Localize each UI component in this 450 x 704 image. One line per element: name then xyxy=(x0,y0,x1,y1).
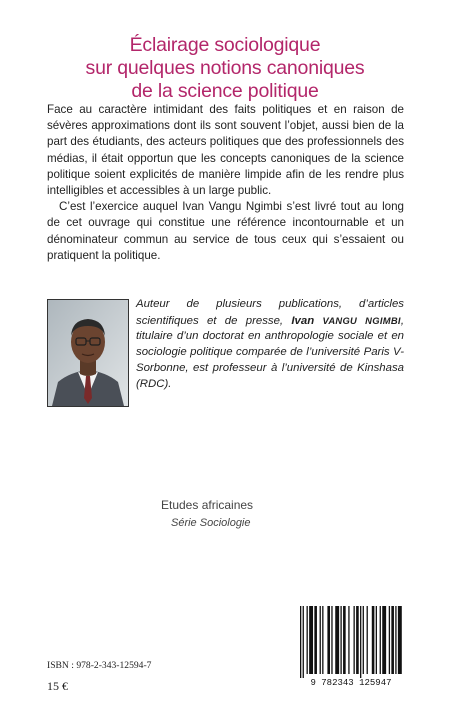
author-bio-details: , titulaire d’un doctorat en anthropologie sociale et en sociologie politique comparée de l’université Paris V-Sorbonne, est professeur à l’université de Kinshasa (RDC). xyxy=(136,314,404,390)
barcode-bar xyxy=(309,606,313,674)
title-line-3: de la science politique xyxy=(131,80,319,102)
title-line-2: sur quelques notions canoniques xyxy=(85,57,365,79)
author-last-name: VANGU NGIMBI xyxy=(322,314,401,326)
barcode-bar xyxy=(360,606,361,678)
barcode-bar xyxy=(331,606,332,674)
barcode-bar xyxy=(340,606,341,674)
barcode-bar xyxy=(303,606,304,678)
barcode-bar xyxy=(335,606,339,674)
barcode-bar xyxy=(322,606,323,674)
barcode-bar xyxy=(348,606,349,674)
author-bio-intro: Auteur de plusieurs publications, d’articles scientifiques et de presse, xyxy=(136,298,404,327)
subseries-name: Série Sociologie xyxy=(171,517,251,529)
price: 15 € xyxy=(47,679,68,693)
isbn: ISBN : 978-2-343-12594-7 xyxy=(47,660,152,671)
author-biography xyxy=(136,297,404,392)
blurb-paragraph-1: Face au caractère intimidant des faits politiques et en raison de sévères approximations dont ils sont souvent l’objet, aussi bien de la part des étudiants, des acteurs politiques que des professionnels des médias, il était opportun que les concepts canoniques de la science politique soient explicités de manière limpide afin de les rendre plus intelligibles et accessibles à un large public. xyxy=(47,103,404,198)
barcode-bar xyxy=(367,606,368,674)
barcode-bar xyxy=(372,606,375,674)
blurb-paragraph-2: C’est l’exercice auquel Ivan Vangu Ngimbi s’est livré tout au long de cet ouvrage qui constitue une référence incontournable et un dénominateur commun au service de tous ceux qui s’essaient ou pratiquent la politique. xyxy=(47,200,404,262)
barcode-bar xyxy=(307,606,308,674)
barcode-bar xyxy=(356,606,359,674)
barcode-bar xyxy=(314,606,317,674)
barcode-digits: 9 782343 125947 xyxy=(310,678,392,688)
barcode-bar xyxy=(395,606,396,674)
barcode-bar xyxy=(398,606,402,674)
barcode-bar xyxy=(391,606,394,674)
series-name: Etudes africaines xyxy=(161,498,254,512)
author-first-name: Ivan xyxy=(291,314,323,327)
barcode-bar xyxy=(389,606,390,674)
barcode-bar xyxy=(343,606,346,674)
barcode-bar xyxy=(380,606,381,674)
book-blurb xyxy=(47,102,404,264)
author-portrait-image xyxy=(48,300,128,406)
author-name xyxy=(291,315,400,327)
book-title xyxy=(0,34,450,103)
barcode xyxy=(296,604,406,688)
barcode-bar xyxy=(363,606,364,674)
title-line-1: Éclairage sociologique xyxy=(129,34,321,56)
barcode-bar xyxy=(327,606,330,674)
barcode-bar xyxy=(320,606,321,674)
barcode-bar xyxy=(354,606,355,674)
barcode-bar xyxy=(300,606,301,678)
barcode-bar xyxy=(376,606,377,674)
author-photo xyxy=(47,299,129,407)
barcode-bar xyxy=(382,606,386,674)
